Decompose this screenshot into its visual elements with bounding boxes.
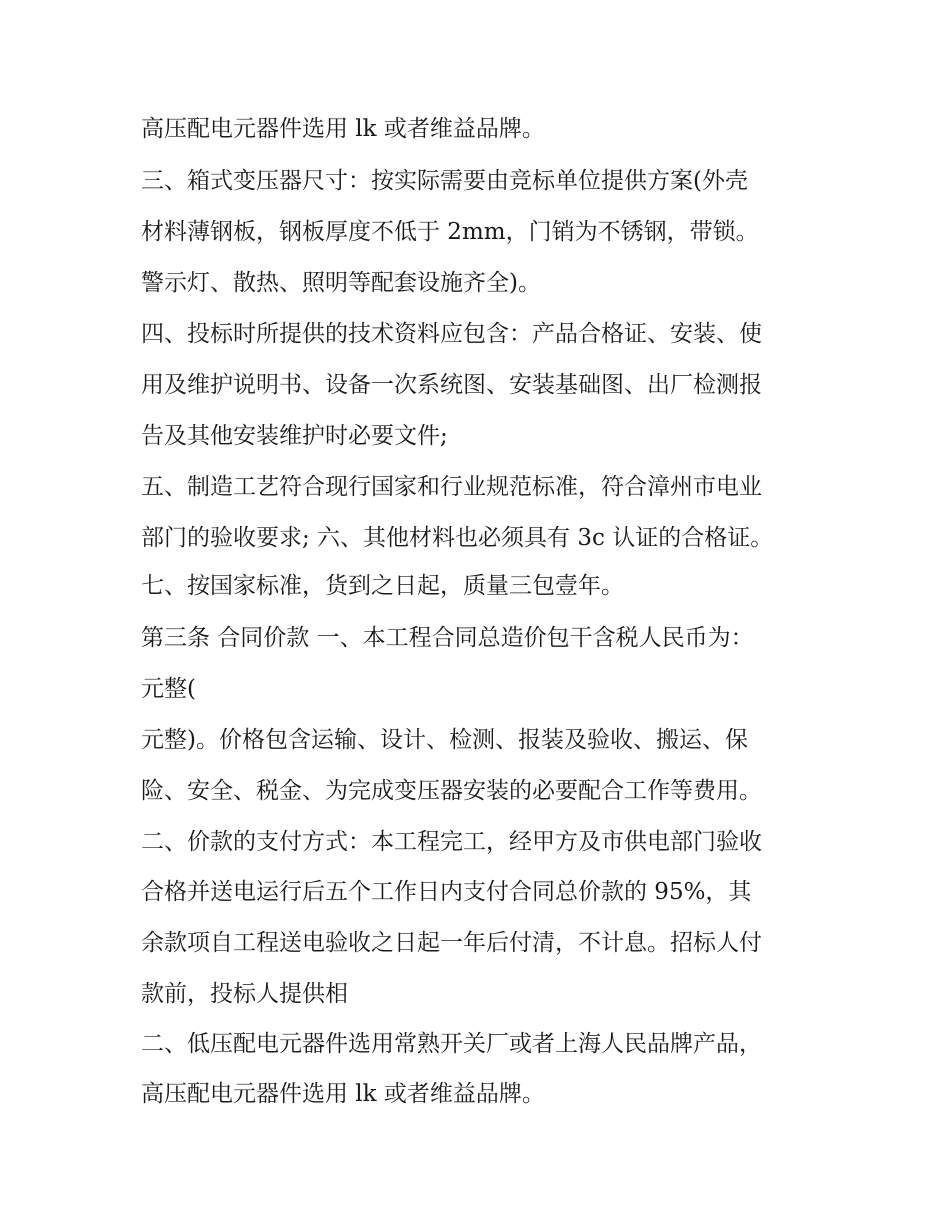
text-line: 高压配电元器件选用 lk 或者维益品牌。 [141,1081,545,1107]
text-line: 元整)。价格包含运输、设计、检测、报装及验收、搬运、保 [141,727,748,753]
text-line: 警示灯、散热、照明等配套设施齐全)。 [141,270,541,296]
text-line: 合格并送电运行后五个工作日内支付合同总价款的 95%，其 [141,879,752,905]
text-line: 二、低压配电元器件选用常熟开关厂或者上海人民品牌产品， [141,1031,762,1057]
text-line: 高压配电元器件选用 lk 或者维益品牌。 [141,116,545,142]
text-line: 四、投标时所提供的技术资料应包含：产品合格证、安装、使 [141,321,762,347]
text-line: 元整( [141,676,196,702]
text-line: 第三条 合同价款 一、本工程合同总造价包干含税人民币为： [141,625,754,651]
text-line: 材料薄钢板，钢板厚度不低于 2mm，门销为不锈钢，带锁。 [141,219,759,245]
text-line: 七、按国家标准，货到之日起，质量三包壹年。 [141,573,624,599]
text-line: 部门的验收要求; 六、其他材料也必须具有 3c 认证的合格证。 [141,525,774,551]
text-line: 三、箱式变压器尺寸：按实际需要由竞标单位提供方案(外壳 [141,168,748,194]
text-line: 险、安全、税金、为完成变压器安装的必要配合工作等费用。 [141,778,762,804]
text-line: 告及其他安装维护时必要文件; [141,423,448,449]
text-line: 二、价款的支付方式：本工程完工，经甲方及市供电部门验收 [141,829,762,855]
text-line: 用及维护说明书、设备一次系统图、安装基础图、出厂检测报 [141,372,762,398]
text-line: 五、制造工艺符合现行国家和行业规范标准，符合漳州市电业 [141,474,762,500]
text-line: 款前，投标人提供相 [141,981,348,1007]
text-line: 余款项自工程送电验收之日起一年后付清，不计息。招标人付 [141,930,762,956]
